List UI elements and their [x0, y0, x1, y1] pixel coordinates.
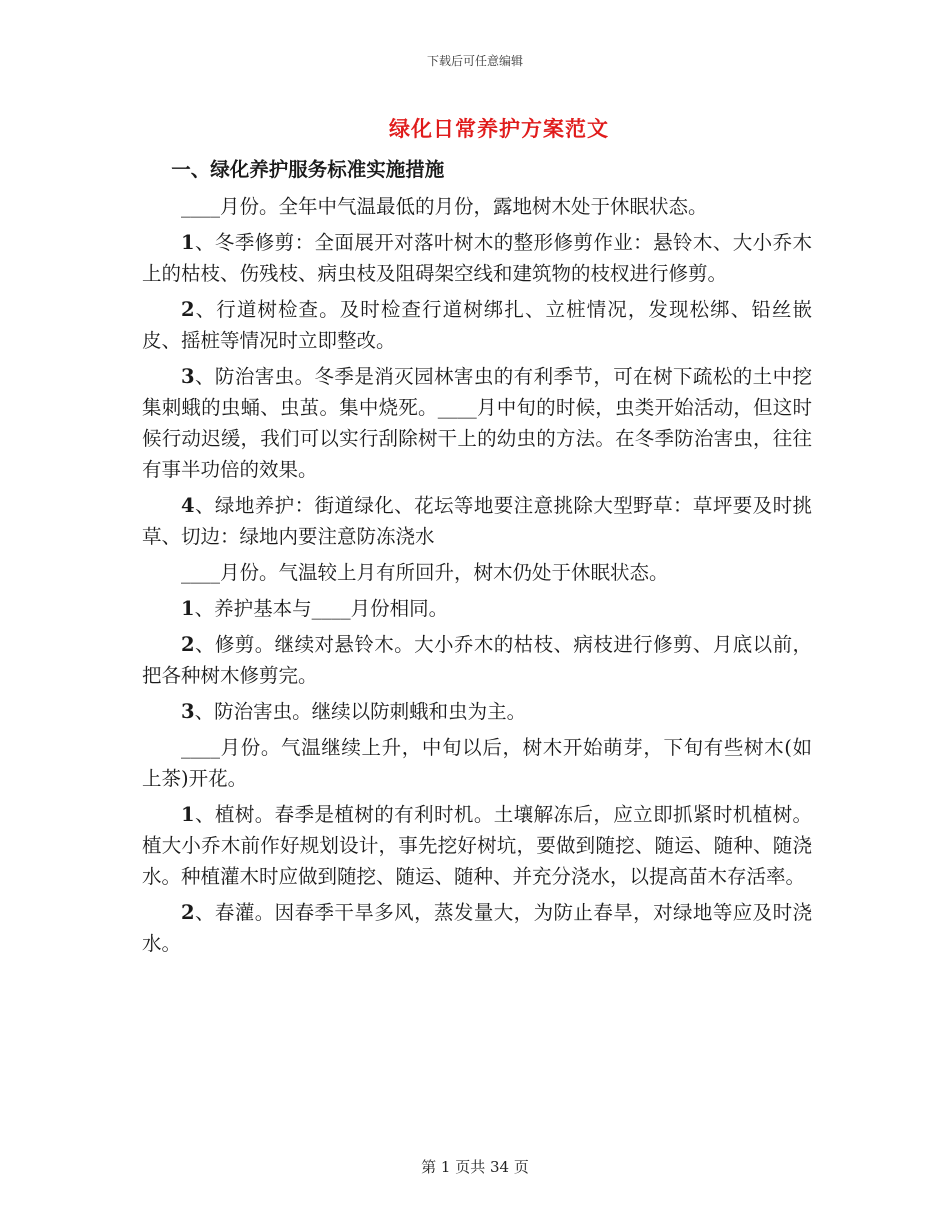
paragraph: 2、春灌。因春季干旱多风，蒸发量大，为防止春旱，对绿地等应及时浇水。 [142, 901, 812, 955]
paragraph: 2、行道树检查。及时检查行道树绑扎、立桩情况，发现松绑、铅丝嵌皮、摇桩等情况时立即整改。 [142, 298, 812, 352]
paragraph: 3、防治害虫。继续以防刺蛾和虫为主。 [181, 700, 527, 723]
paragraph: ____月份。全年中气温最低的月份，露地树木处于休眠状态。 [181, 195, 708, 218]
paragraph: 1、养护基本与____月份相同。 [181, 597, 449, 620]
paragraph: 2、修剪。继续对悬铃木。大小乔木的枯枝、病枝进行修剪、月底以前，把各种树木修剪完。 [142, 633, 812, 687]
page-footer: 第 1 页共 34 页 [421, 1158, 529, 1176]
paragraph: 3、防治害虫。冬季是消灭园林害虫的有利季节，可在树下疏松的土中挖集刺蛾的虫蛹、虫茧。集中烧死。____月中旬的时候，虫类开始活动，但这时候行动迟缓，我们可以实行刮除树干上的幼虫的方法。在冬季防治害虫，往往有事半功倍的效果。 [142, 365, 812, 481]
section-heading: 一、绿化养护服务标准实施措施 [171, 158, 445, 181]
paragraph: 1、冬季修剪：全面展开对落叶树木的整形修剪作业：悬铃木、大小乔木上的枯枝、伤残枝、病虫枝及阻碍架空线和建筑物的枝杈进行修剪。 [142, 231, 812, 285]
document-body [142, 154, 812, 964]
paragraph: 4、绿地养护：街道绿化、花坛等地要注意挑除大型野草：草坪要及时挑草、切边：绿地内要注意防冻浇水 [142, 494, 812, 548]
document-title: 绿化日常养护方案范文 [389, 116, 609, 141]
page-header: 下载后可任意编辑 [426, 54, 523, 68]
paragraph: 1、植树。春季是植树的有利时机。土壤解冻后，应立即抓紧时机植树。植大小乔木前作好规划设计，事先挖好树坑，要做到随挖、随运、随种、随浇水。种植灌木时应做到随挖、随运、随种、并充分浇水，以提高苗木存活率。 [142, 803, 812, 888]
paragraph: ____月份。气温继续上升，中旬以后，树木开始萌芽，下旬有些树木(如上茶)开花。 [142, 736, 812, 790]
paragraph: ____月份。气温较上月有所回升，树木仍处于休眠状态。 [181, 561, 669, 584]
